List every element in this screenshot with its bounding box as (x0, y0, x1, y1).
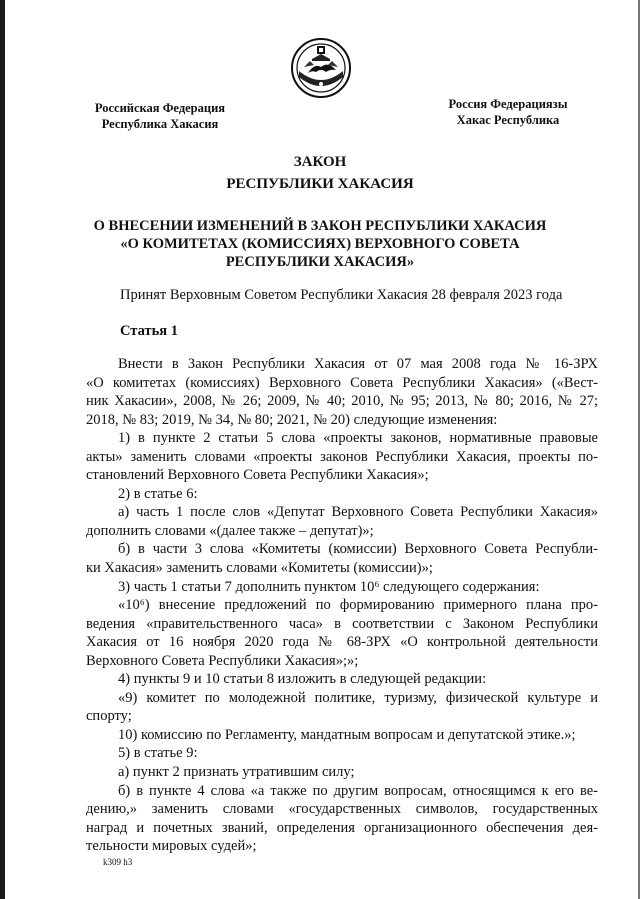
body-line: ник Хакасии», 2008, № 26; 2009, № 40; 2010, № 95; 2013, № 80; 2016, № 27; (86, 393, 598, 410)
body-line: ки Хакасия» заменить словами «Комитеты (комиссии)»; (86, 560, 433, 577)
coat-of-arms-emblem-icon (290, 37, 352, 99)
body-line: «О комитетах (комиссиях) Верховного Совета Республики Хакасия» («Вест- (86, 374, 598, 391)
body-line: «10⁶) внесение предложений по формированию примерного плана про- (118, 597, 598, 614)
doc-subtitle-line-2: «О КОМИТЕТАХ (КОМИССИЯХ) ВЕРХОВНОГО СОВЕТА (120, 236, 520, 252)
body-line: а) пункт 2 признать утратившим силу; (118, 764, 355, 781)
adoption-statement: Принят Верховным Советом Республики Хакасия 28 февраля 2023 года (120, 287, 563, 303)
body-line: а) часть 1 после слов «Депутат Верховного Совета Республики Хакасия» (118, 504, 598, 521)
doc-title-line-1: ЗАКОН (293, 154, 347, 170)
header-left-line-2: Республика Хакасия (101, 117, 219, 131)
body-line: 3) часть 1 статьи 7 дополнить пунктом 10⁶ следующего содержания: (118, 578, 540, 595)
body-line: тельности мировых судей»; (86, 838, 257, 855)
body-line: Хакасия от 16 ноября 2020 года № 68-ЗРХ «О контрольной деятельности (86, 634, 598, 651)
body-line: Внести в Закон Республики Хакасия от 07 мая 2008 года № 16-ЗРХ (118, 356, 598, 372)
header-right-line-1: Россия Федерациязы (448, 97, 568, 111)
body-line: дению,» заменить словами «государственных символов, государственных (86, 801, 598, 818)
article-heading: Статья 1 (120, 323, 178, 339)
header-right-block (438, 96, 578, 128)
body-line: акты» заменить словами «проекты законов Республики Хакасия, проекты по- (86, 448, 598, 465)
body-line: 2) в статье 6: (118, 485, 198, 502)
doc-title-line-2: РЕСПУБЛИКИ ХАКАСИЯ (226, 176, 414, 192)
doc-subtitle-line-1: О ВНЕСЕНИИ ИЗМЕНЕНИЙ В ЗАКОН РЕСПУБЛИКИ ХАКАСИЯ (93, 218, 547, 234)
body-line: спорту; (86, 708, 132, 725)
body-line: Верховного Совета Республики Хакасия»;»; (86, 652, 359, 669)
body-line: 4) пункты 9 и 10 статьи 8 изложить в следующей редакции: (118, 671, 487, 688)
body-line: б) в пункте 4 слова «а также по другим вопросам, относящимся к его ве- (118, 782, 598, 799)
body-line: дополнить словами «(далее также – депутат)»; (86, 522, 374, 539)
header-left-line-1: Российская Федерация (94, 101, 226, 115)
article-body (86, 355, 598, 856)
body-line: б) в части 3 слова «Комитеты (комиссии) Верховного Совета Республи- (118, 541, 598, 558)
body-line: «9) комитет по молодежной политике, туризму, физической культуре и (118, 689, 598, 706)
body-line: 1) в пункте 2 статьи 5 слова «проекты законов, нормативные правовые (118, 430, 598, 447)
body-line: 2018, № 83; 2019, № 34, № 80; 2021, № 20) следующие изменения: (86, 411, 498, 428)
body-line: ведения «правительственного часа» в соответствии с Законом Республики (86, 615, 598, 632)
doc-subtitle-line-3: РЕСПУБЛИКИ ХАКАСИЯ» (225, 254, 415, 270)
body-line: наград и почетных званий, определения организационного обеспечения дея- (86, 819, 598, 836)
header-left-block (80, 100, 240, 132)
body-line: 5) в статье 9: (118, 745, 198, 762)
body-line: становлений Верховного Совета Республики Хакасия»; (86, 467, 429, 484)
footer-code: k309 h3 (103, 857, 133, 867)
scan-edge-left (0, 0, 5, 899)
body-line: 10) комиссию по Регламенту, мандатным вопросам и депутатской этике.»; (118, 726, 576, 743)
header-right-line-2: Хакас Республика (456, 113, 560, 127)
